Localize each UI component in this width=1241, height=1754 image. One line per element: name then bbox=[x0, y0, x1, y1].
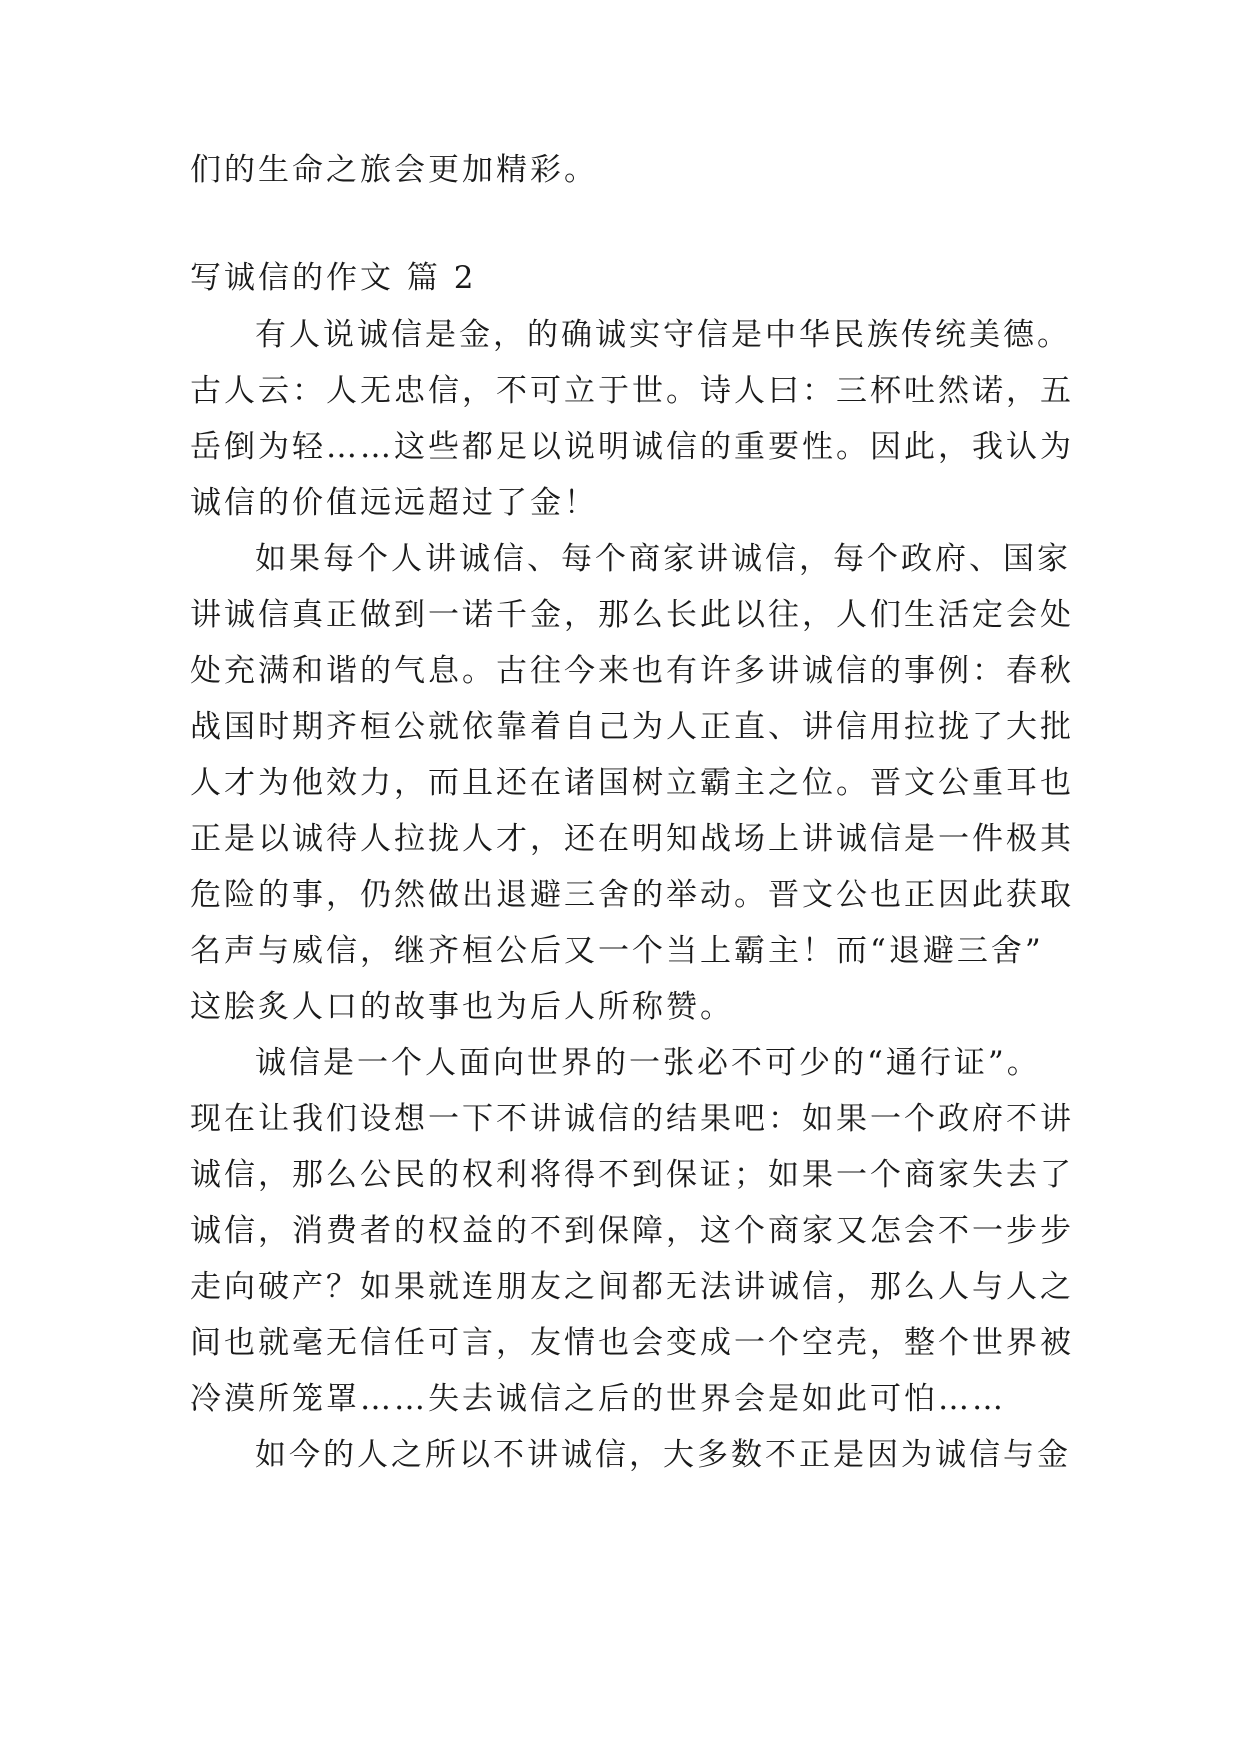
paragraph-line: 如果每个人讲诚信、每个商家讲诚信，每个政府、国家 bbox=[255, 541, 1071, 577]
paragraph-line: 间也就毫无信任可言，友情也会变成一个空壳，整个世界被 bbox=[190, 1325, 1074, 1361]
paragraph-line: 岳倒为轻……这些都足以说明诚信的重要性。因此，我认为 bbox=[190, 429, 1074, 465]
paragraph-line: 名声与威信，继齐桓公后又一个当上霸主！而“退避三舍” bbox=[190, 933, 1044, 969]
text-line: 们的生命之旅会更加精彩。 bbox=[190, 152, 598, 188]
paragraph-line: 现在让我们设想一下不讲诚信的结果吧：如果一个政府不讲 bbox=[190, 1101, 1074, 1137]
paragraph-line: 诚信的价值远远超过了金！ bbox=[190, 485, 598, 521]
paragraph-line: 有人说诚信是金，的确诚实守信是中华民族传统美德。 bbox=[255, 317, 1071, 353]
paragraph-line: 战国时期齐桓公就依靠着自己为人正直、讲信用拉拢了大批 bbox=[190, 709, 1074, 745]
paragraph-line: 古人云：人无忠信，不可立于世。诗人曰：三杯吐然诺，五 bbox=[190, 373, 1074, 409]
paragraph-line: 正是以诚待人拉拢人才，还在明知战场上讲诚信是一件极其 bbox=[190, 821, 1074, 857]
paragraph-line: 诚信是一个人面向世界的一张必不可少的“通行证”。 bbox=[255, 1045, 1041, 1081]
paragraph-line: 危险的事，仍然做出退避三舍的举动。晋文公也正因此获取 bbox=[190, 877, 1074, 913]
paragraph-line: 处充满和谐的气息。古往今来也有许多讲诚信的事例：春秋 bbox=[190, 653, 1074, 689]
paragraph-line: 这脍炙人口的故事也为后人所称赞。 bbox=[190, 989, 734, 1025]
paragraph-line: 讲诚信真正做到一诺千金，那么长此以往，人们生活定会处 bbox=[190, 597, 1074, 633]
paragraph-line: 诚信，消费者的权益的不到保障，这个商家又怎会不一步步 bbox=[190, 1213, 1074, 1249]
paragraph-line: 走向破产？如果就连朋友之间都无法讲诚信，那么人与人之 bbox=[190, 1269, 1074, 1305]
paragraph-line: 如今的人之所以不讲诚信，大多数不正是因为诚信与金 bbox=[255, 1437, 1071, 1473]
paragraph-line: 诚信，那么公民的权利将得不到保证；如果一个商家失去了 bbox=[190, 1157, 1074, 1193]
paragraph-line: 人才为他效力，而且还在诸国树立霸主之位。晋文公重耳也 bbox=[190, 765, 1074, 801]
section-title: 写诚信的作文 篇 2 bbox=[190, 260, 477, 296]
paragraph-line: 冷漠所笼罩……失去诚信之后的世界会是如此可怕…… bbox=[190, 1381, 1006, 1417]
